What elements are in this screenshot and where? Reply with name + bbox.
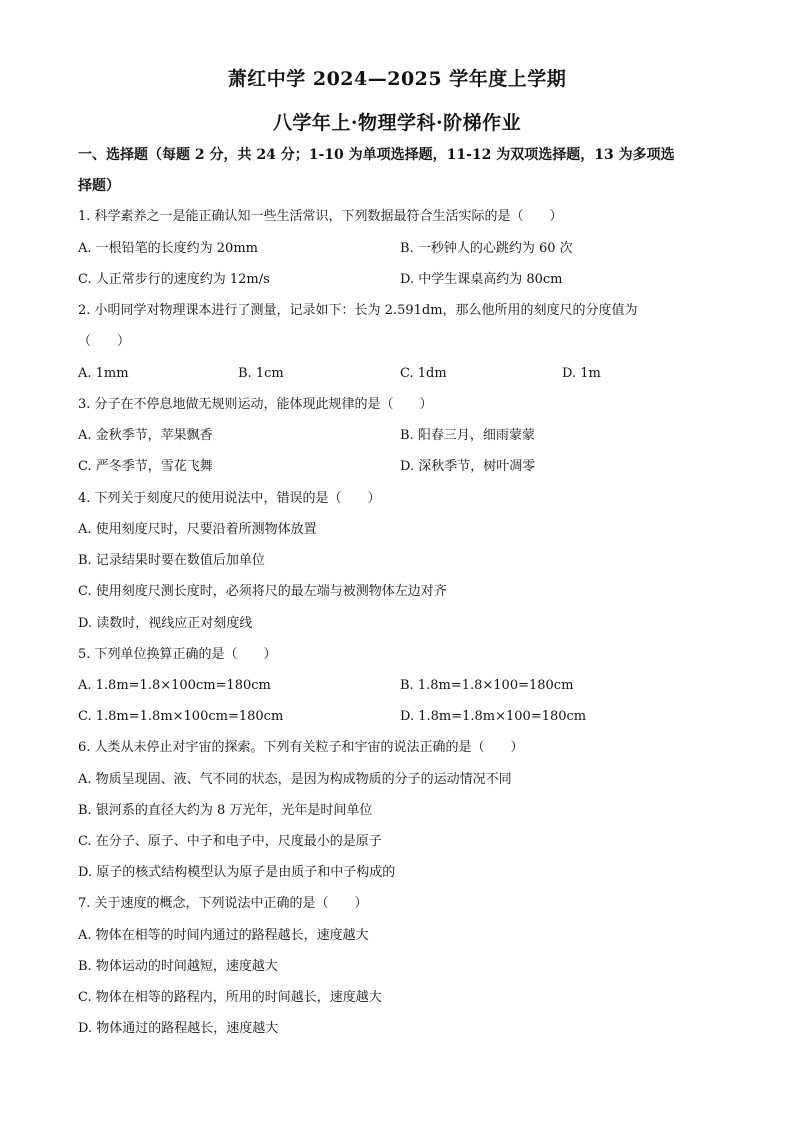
question-6-option-c: C. 在分子、原子、中子和电子中，尺度最小的是原子 xyxy=(78,834,382,849)
question-5-option-c: C. 1.8m=1.8m×100cm=180cm xyxy=(78,709,284,724)
question-5-option-a: A. 1.8m=1.8×100cm=180cm xyxy=(78,678,271,693)
question-2-stem-continuation: （ ） xyxy=(78,334,131,349)
question-2-option-b: B. 1cm xyxy=(238,366,284,381)
page-subtitle: 八学年上·物理学科·阶梯作业 xyxy=(272,112,522,134)
question-6-option-b: B. 银河系的直径大约为 8 万光年，光年是时间单位 xyxy=(78,803,373,818)
question-7-option-c: C. 物体在相等的路程内，所用的时间越长，速度越大 xyxy=(78,990,382,1005)
section-heading-line2: 择题） xyxy=(78,178,120,194)
question-4-option-d: D. 读数时，视线应正对刻度线 xyxy=(78,616,253,631)
question-1-option-d: D. 中学生课桌高约为 80cm xyxy=(400,272,563,287)
question-7-option-d: D. 物体通过的路程越长，速度越大 xyxy=(78,1021,279,1036)
question-2-option-d: D. 1m xyxy=(562,366,601,381)
question-3-option-d: D. 深秋季节，树叶凋零 xyxy=(400,459,536,474)
question-5-option-b: B. 1.8m=1.8×100=180cm xyxy=(400,678,574,693)
question-2-stem: 2. 小明同学对物理课本进行了测量，记录如下：长为 2.591dm，那么他所用的刻度尺的分度值为 xyxy=(78,303,638,318)
question-3-option-a: A. 金秋季节，苹果飘香 xyxy=(78,428,213,443)
question-3-option-c: C. 严冬季节，雪花飞舞 xyxy=(78,459,213,474)
page-title: 萧红中学 2024—2025 学年度上学期 xyxy=(227,68,567,90)
question-2-option-a: A. 1mm xyxy=(78,366,129,381)
question-1-stem: 1. 科学素养之一是能正确认知一些生活常识，下列数据最符合生活实际的是（ ） xyxy=(78,209,563,224)
question-4-option-b: B. 记录结果时要在数值后加单位 xyxy=(78,553,265,568)
question-7-stem: 7. 关于速度的概念，下列说法中正确的是（ ） xyxy=(78,896,368,911)
question-5-option-d: D. 1.8m=1.8m×100=180cm xyxy=(400,709,587,724)
question-1-option-b: B. 一秒钟人的心跳约为 60 次 xyxy=(400,241,573,256)
question-3-stem: 3. 分子在不停息地做无规则运动，能体现此规律的是（ ） xyxy=(78,397,433,412)
question-5-stem: 5. 下列单位换算正确的是（ ） xyxy=(78,647,277,662)
section-heading xyxy=(78,140,728,202)
question-4-option-c: C. 使用刻度尺测长度时，必须将尺的最左端与被测物体左边对齐 xyxy=(78,584,447,599)
question-7-option-a: A. 物体在相等的时间内通过的路程越长，速度越大 xyxy=(78,928,369,943)
question-3-option-b: B. 阳春三月，细雨蒙蒙 xyxy=(400,428,535,443)
question-1-option-a: A. 一根铅笔的长度约为 20mm xyxy=(78,241,258,256)
question-2-option-c: C. 1dm xyxy=(400,366,447,381)
section-heading-line1: 一、选择题（每题 2 分，共 24 分；1-10 为单项选择题，11-12 为双项选择题，13 为多项选 xyxy=(78,147,675,163)
question-7-option-b: B. 物体运动的时间越短，速度越大 xyxy=(78,959,278,974)
question-6-option-d: D. 原子的核式结构模型认为原子是由质子和中子构成的 xyxy=(78,865,396,880)
question-4-stem: 4. 下列关于刻度尺的使用说法中，错误的是（ ） xyxy=(78,491,381,506)
question-1-option-c: C. 人正常步行的速度约为 12m/s xyxy=(78,272,270,287)
question-6-option-a: A. 物质呈现固、液、气不同的状态，是因为构成物质的分子的运动情况不同 xyxy=(78,772,512,787)
question-4-option-a: A. 使用刻度尺时，尺要沿着所测物体放置 xyxy=(78,522,317,537)
question-6-stem: 6. 人类从未停止对宇宙的探索。下列有关粒子和宇宙的说法正确的是（ ） xyxy=(78,740,524,755)
